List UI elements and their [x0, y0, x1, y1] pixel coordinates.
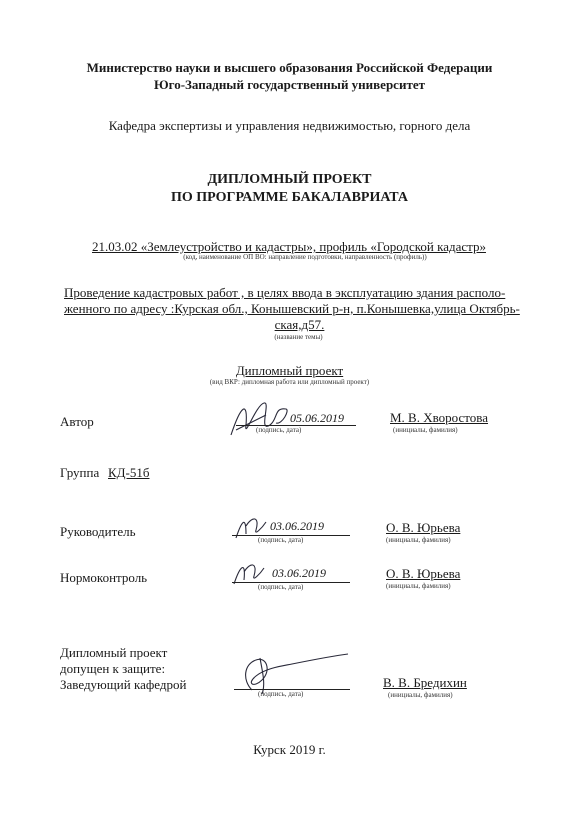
head-sign-caption: (подпись, дата)	[258, 690, 304, 698]
author-label: Автор	[60, 414, 94, 429]
topic-line1: Проведение кадастровых работ , в целях ввода в эксплуатацию здания располо-	[64, 285, 506, 300]
topic-line2: женного по адресу :Курская обл., Конышевский р-н, п.Конышевка,улица Октябрь-	[64, 301, 520, 316]
normcontrol-name-caption: (инициалы, фамилия)	[386, 582, 451, 590]
university-name: Юго-Западный государственный университет	[154, 77, 425, 92]
supervisor-label: Руководитель	[60, 524, 136, 539]
author-name-caption: (инициалы, фамилия)	[393, 426, 458, 434]
author-sign-date: 05.06.2019	[290, 411, 344, 425]
document-title-line1: ДИПЛОМНЫЙ ПРОЕКТ	[207, 172, 372, 187]
topic-caption: (название темы)	[274, 333, 323, 341]
program-caption: (код, наименование ОП ВО: направление подготовки, направленность (профиль))	[183, 253, 427, 261]
city-year: Курск 2019 г.	[253, 742, 326, 757]
ministry-name: Министерство науки и высшего образования Российской Федерации	[86, 60, 493, 75]
normcontrol-label: Нормоконтроль	[60, 570, 148, 585]
topic-line3: ская,д57.	[274, 317, 325, 332]
admission-line3: Заведующий кафедрой	[60, 677, 187, 692]
author-signature	[226, 395, 296, 445]
head-name: В. В. Бредихин	[383, 675, 467, 690]
supervisor-sign-date: 03.06.2019	[270, 519, 324, 533]
normcontrol-name: О. В. Юрьева	[386, 566, 461, 581]
work-type-caption: (вид ВКР: дипломная работа или дипломный проект)	[209, 378, 370, 386]
admission-line1: Дипломный проект	[60, 645, 168, 660]
supervisor-sign-caption: (подпись, дата)	[258, 536, 304, 544]
supervisor-name-caption: (инициалы, фамилия)	[386, 536, 451, 544]
document-title-line2: ПО ПРОГРАММЕ БАКАЛАВРИАТА	[171, 190, 408, 205]
normcontrol-sign-date: 03.06.2019	[272, 566, 326, 580]
group-label: Группа	[60, 465, 100, 480]
author-sign-caption: (подпись, дата)	[256, 426, 302, 434]
group-value: КД-51б	[108, 465, 150, 480]
program-field: 21.03.02 «Землеустройство и кадастры», профиль «Городской кадастр»	[92, 239, 486, 254]
author-name: М. В. Хворостова	[390, 410, 489, 425]
department-name: Кафедра экспертизы и управления недвижимостью, горного дела	[108, 118, 471, 133]
admission-line2: допущен к защите:	[60, 661, 166, 676]
normcontrol-sign-caption: (подпись, дата)	[258, 583, 304, 591]
supervisor-name: О. В. Юрьева	[386, 520, 461, 535]
head-name-caption: (инициалы, фамилия)	[388, 691, 453, 699]
work-type: Дипломный проект	[235, 363, 344, 378]
